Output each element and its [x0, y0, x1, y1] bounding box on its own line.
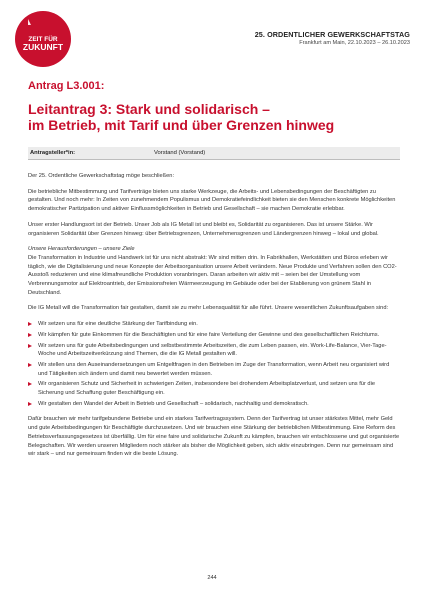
page-number: 244 — [207, 575, 217, 581]
paragraph-1: Die betriebliche Mitbestimmung und Tarifverträge bieten uns starke Werkzeuge, die Arbeits- und Lebensbedingungen der Beschäftigten zu gestalten. Und noch mehr: In Zeiten von zunehmendem Populismus und Demokratiefeindlichkeit bieten sie den Menschen konkrete Möglichkeiten demokratischer Partizipation und aktiver Einflussmöglichkeiten in Betrieb und Gesellschaft – sie machen Demokratie erlebbar. — [28, 188, 396, 213]
list-item-text: Wir stellen uns den Auseinandersetzungen um Entgeltfragen in den Betrieben im Zuge der Transformation, wenn Arbeit neu organisiert wird und Tätigkeiten sich ändern und damit neu bewertet werden müssen. — [38, 361, 390, 377]
arrow-bullet-icon — [28, 344, 32, 348]
event-dates: Frankfurt am Main, 22.10.2023 – 26.10.2023 — [299, 40, 410, 46]
event-title: 25. ORDENTLICHER GEWERKSCHAFTSTAG — [254, 30, 410, 39]
section-heading: Unsere Herausforderungen – unsere Ziele — [28, 246, 135, 253]
list-item — [28, 400, 400, 409]
event-header — [255, 30, 410, 46]
logo-line2: ZUKUNFT — [22, 42, 64, 52]
list-item-text: Wir setzen uns für eine deutliche Stärkung der Tarifbindung ein. — [38, 321, 198, 328]
paragraph-2: Unser erster Handlungsort ist der Betrieb. Unser Job als IG Metall ist und bleibt es, Solidarität zu organisieren. Das ist unsere Stärke. Wir organisieren Solidarität über Grenzen hinweg: über Betriebsgrenzen, Unternehmensgrenzen und Ländergrenzen hinweg – lokal und global. — [28, 221, 379, 237]
logo-badge-icon — [14, 10, 72, 68]
paragraph-5: Dafür brauchen wir mehr tarifgebundene Betriebe und ein starkes Tarifvertragssystem. Denn der Tarifvertrag ist unser stärkstes Mittel, mehr Geld und gute Arbeitsbedingungen für Beschäftigte durchzusetzen. Und wir brauchen eine Stärkung der betrieblichen Mitbestimmung. Eine Reform des Betriebsverfassungsgesetzes ist überfällig. Um für eine faire und solidarische Zukunft zu kämpfen, brauchen wir entschlossene und gut organisierte Belegschaften. Wir werden unseren Mitgliedern noch stärker als bisher die Möglichkeit geben, sich aktiv einzubringen. Denn nur gemeinsam sind wir stark – und nur gemeinsam finden wir die beste Lösung. — [28, 416, 400, 458]
list-item-text: Wir kämpfen für gute Einkommen für die Beschäftigten und für eine faire Verteilung der Gewinne und des gesellschaftlichen Reichtums. — [38, 331, 380, 338]
applicant-value: Vorstand (Vorstand) — [154, 150, 206, 156]
antrag-title-line2: im Betrieb, mit Tarif und über Grenzen hinweg — [28, 117, 335, 133]
antrag-title — [28, 101, 400, 133]
logo — [14, 10, 72, 68]
arrow-bullet-icon — [28, 363, 32, 367]
logo-line1: ZEIT FÜR — [28, 36, 58, 43]
list-item — [28, 342, 400, 359]
list-item — [28, 361, 400, 378]
applicant-label: Antragsteller*in: — [30, 150, 76, 156]
intro-paragraph: Der 25. Ordentliche Gewerkschaftstag möge beschließen: — [28, 173, 175, 179]
list-item-text: Wir organisieren Schutz und Sicherheit in schwierigen Zeiten, insbesondere bei drohendem Arbeitsplatzverlust, und setzen uns für die Sicherung und Schaffung guter Beschäftigung ein. — [38, 381, 376, 397]
arrow-bullet-icon — [28, 382, 32, 386]
list-item — [28, 320, 400, 329]
applicant-row — [28, 147, 400, 160]
list-item-text: Wir setzen uns für gute Arbeitsbedingungen und selbstbestimmte Arbeitszeiten, die zum Leben passen, ein. Work-Life-Balance, Vier-Tage-Woche und Arbeitszeitverkürzung sind Themen, die die IG Metall gestalten will. — [38, 342, 387, 358]
list-item-text: Wir gestalten den Wandel der Arbeit in Betrieb und Gesellschaft – solidarisch, nachhaltig und demokratisch. — [38, 400, 309, 407]
arrow-bullet-icon — [28, 333, 32, 337]
list-item — [28, 380, 400, 397]
goals-list — [28, 320, 400, 408]
arrow-bullet-icon — [28, 322, 32, 326]
document-body — [28, 80, 400, 459]
list-item — [28, 331, 400, 340]
antrag-title-line1: Leitantrag 3: Stark und solidarisch – — [28, 101, 270, 117]
antrag-label: Antrag L3.001: — [28, 80, 105, 92]
paragraph-3: Die Transformation in Industrie und Handwerk ist für uns nicht abstrakt: Wir sind mitten drin. In Fabrikhallen, Werkstätten und Büros erleben wir täglich, wie die Digitalisierung und neue Konzepte der Arbeitsorganisation unsere Arbeit verändern. Neue Produkte und Verfahren sollen den CO2-Ausstoß reduzieren und eine klimafreundliche Produktion voranbringen. Daran arbeiten wir aktiv mit – seien bei der Umstellung vom Verbrennungsmotor auf Elektroantrieb, der Emissionsfreien Wärmeerzeugung im Gebäude oder bei der Etablierung von grünem Stahl in Deutschland. — [28, 254, 397, 296]
arrow-bullet-icon — [28, 402, 32, 406]
paragraph-4: Die IG Metall will die Transformation fair gestalten, damit sie zu mehr Lebensqualität für alle führt. Unsere wesentlichen Zukunftsaufgaben sind: — [28, 305, 389, 312]
